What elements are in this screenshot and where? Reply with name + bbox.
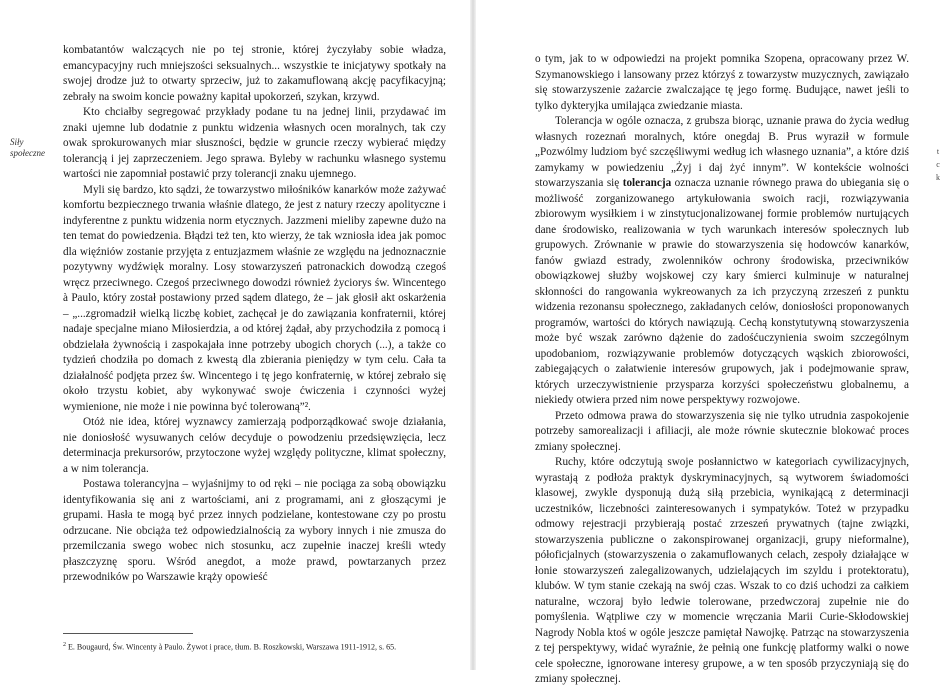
paragraph: Otóż nie idea, której wyznawcy zamierzają podporządkować swoje działania, nie doniosłość wysuwanych celów decyduje o powodzeniu przedsięwzięcia, lecz determinacja prekursorów, przytoczone wyżej względy polityczne, klimat społeczny, a w nim tolerancja. [63,416,446,475]
footnote-divider [63,633,193,634]
edge-mark: k [936,173,940,182]
paragraph [535,114,909,409]
paragraph: Przeto odmowa prawa do stowarzyszenia się nie tylko utrudnia zaspokojenie potrzeby samorealizacji i afiliacji, ale może równie skutecznie blokować proces zmiany społecznej. [535,409,909,453]
left-page-body [63,43,446,586]
edge-marks [932,145,944,184]
paragraph: o tym, jak to w odpowiedzi na projekt pomnika Szopena, opracowany przez W. Szymanowskiego i lansowany przez którzyś z towarzystw muzycznych, zawiązało się stowarzyszenie zażarcie zwalczające tę jego formę. Budujące, nawet jeśli to tylko dykteryjka umilająca zwiedzanie miasta. [535,53,909,112]
right-page [476,0,947,685]
edge-mark: c [936,160,940,169]
footnote-text: E. Bougaurd, Św. Wincenty à Paulo. Żywot i prace, tłum. B. Roszkowski, Warszawa 1911-1912, s. 65. [68,642,397,652]
left-page [0,0,470,670]
paragraph: Myli się bardzo, kto sądzi, że towarzystwo miłośników kanarków może zażywać komfortu bezpiecznego trwania właśnie dlatego, że jest z natury rzeczy apolityczne i indyferentne z punktu widzenia norm etycznych. Jazzmeni mieliby zapewne dużo na ten temat do powiedzenia. Błądzi też ten, kto wierzy, że tak wzniosła idea jak pomoc dla więźniów zostanie przyjęta z entuzjazmem właśnie ze względu na jednoznacznie pozytywny wydźwięk moralny. Losy stowarzyszeń patronackich dowodzą czegoś wręcz przeciwnego. Czegoś przeciwnego dowodzi również życiorys św. Wincentego à Paulo, który został postawiony przed sądem dlatego, że – jak głosił akt oskarżenia – „...zgromadził wielką liczbę kobiet, zachęcał je do zawiązania konfraternii, której nadaje specjalne miano Miłosierdzia, a od której żądał, aby przychodziła z pomocą i obdzielała żywnością i zaspokajała inne potrzeby ubogich chorych (...), a także co tydzień chodziła po domach z kwestą dla zbierania pieniędzy w tym celu. Cała ta działalność podjęta przez św. Wincentego i tę jego konfraternię, w której zebrało się około trzystu kobiet, aby wykonywać swoje ćwiczenia i czynności wyżej wymienione, nie może i nie powinna być tolerowaną”². [63,183,446,413]
right-page-body [535,52,909,688]
footnote-number: 2 [63,642,66,648]
paragraph: Ruchy, które odczytują swoje posłannictwo w kategoriach cywilizacyjnych, wyrastają z podłoża praktyk dyskryminacyjnych, są wytworem świadomości klasowej, zwykle dysponują dużą siłą przebicia, wynikającą z determinacji uczestników, liczebności zainteresowanych i sympatyków. Toteż w przypadku odmowy rejestracji przybierają postać zrzeszeń prywatnych (tajne związki, stowarzyszenia publiczne o zakonspirowanej organizacji, grupy nieformalne), półoficjalnych (stowarzyszenia o zakamuflowanych celach, zespoły działające w łonie stowarzyszeń zalegalizowanych, udzielających im szyldu i protektoratu), klubów. W tym stanie czekają na swój czas. Wszak to co dziś uchodzi za całkiem naturalne, wczoraj było ledwie tolerowane, przedwczoraj zupełnie nie do pomyślenia. Wątpliwe czy w momencie wręczania Marii Curie-Skłodowskiej Nagrody Nobla ktoś w ogóle jeszcze pamiętał Nawojkę. Patrząc na stowarzyszenia z tej perspektywy, widać wyraźnie, że pełnią one funkcję platformy walki o nowe cele społeczne, ignorowane interesy grupowe, a w ten sposób przyczyniają się do zmiany społecznej. [535,456,909,685]
bold-term: tolerancja [622,177,672,189]
footnote [63,640,446,653]
paragraph: Kto chciałby segregować przykłady podane tu na jednej linii, przydawać im znaki ujemne lub dodatnie z punktu widzenia własnych ocen moralnych, tak czy owak sprokurowanych miar słuszności, będzie w gruncie rzeczy wybierać między tolerancją i jej zaprzeczeniem. Jego sprawa. Byleby w rachunku własnego systemu wartości nie zapomniał postawić przy tolerancji znaku ujemnego. [63,106,446,180]
paragraph-text: oznacza uznanie równego prawa do ubiegania się o możliwość zorganizowanego artykułowania swoich racji, rozwiązywania zbiorowym wysiłkiem i w zinstytucjonalizowanej formie problemów nurtujących dane środowisko, realizowania w tych warunkach interesów społecznych lub grupowych. Zrównanie w prawie do stowarzyszenia się hodowców kanarków, fanów gwiazd estrady, zwolenników ochrony środowiska, przeciwników obowiązkowej służby wojskowej czy kary śmierci kulminuje w naturalnej skłonności do rangowania wykreowanych za ich przyczyną zrzeszeń z punktu widzenia rezonansu społecznego, zakładanych celów, doniosłości proponowanych programów, wartości do których nawiązują. Cechą konstytutywną stowarzyszenia może być wszak zarówno dążenie do zadośćuczynienia swoim szczególnym upodobaniom, rozwiązywanie problemów dotyczących wąskich zbiorowości, zabiegających o załatwienie interesów grupowych, jak i podejmowanie spraw, których urzeczywistnienie przysparza korzyści społeczeństwu globalnemu, a niekiedy otwiera przed nim nowe perspektywy rozwojowe. [535,177,910,406]
edge-mark: t [936,147,940,156]
paragraph-text: Tolerancja w ogóle oznacza, z grubsza biorąc, uznanie prawa do życia według własnych rozeznań moralnych, które onegdaj B. Prus wyraził w formule „Pozwólmy ludziom być szczęśliwymi według ich własnego uznania”, a które dziś zamykamy w powiedzeniu „Żyj i daj żyć innym”. W kontekście wolności stowarzyszania się [535,115,909,189]
paragraph: Postawa tolerancyjna – wyjaśnijmy to od ręki – nie pociąga za sobą obowiązku identyfikowania się ani z wartościami, ani z programami, ani z głoszącymi je grupami. Hasła te mogą być przez innych podzielane, kontestowane czy po prostu odrzucane. Nie obciąża też odpowiedzialnością za wybory innych i nie zmusza do przemilczania swego wobec nich stosunku, acz zupełnie inaczej kreśli wtedy płaszczyznę sporu. Wśród anegdot, a może prawd, powtarzanych przez przewodników po Warszawie krąży opowieść [63,478,446,583]
margin-note: Siły społeczne [10,137,45,158]
paragraph: kombatantów walczących nie po tej stronie, której życzyłaby sobie władza, emancypacyjny ruch mniejszości seksualnych... wszystkie te inicjatywy spotkały na swojej drodze już to otwarty sprzeciw, już to zakamuflowaną akcję pacyfikacyjną; zebrały na swoim koncie poważny kapitał upokorzeń, szykan, krzywd. [63,44,446,103]
